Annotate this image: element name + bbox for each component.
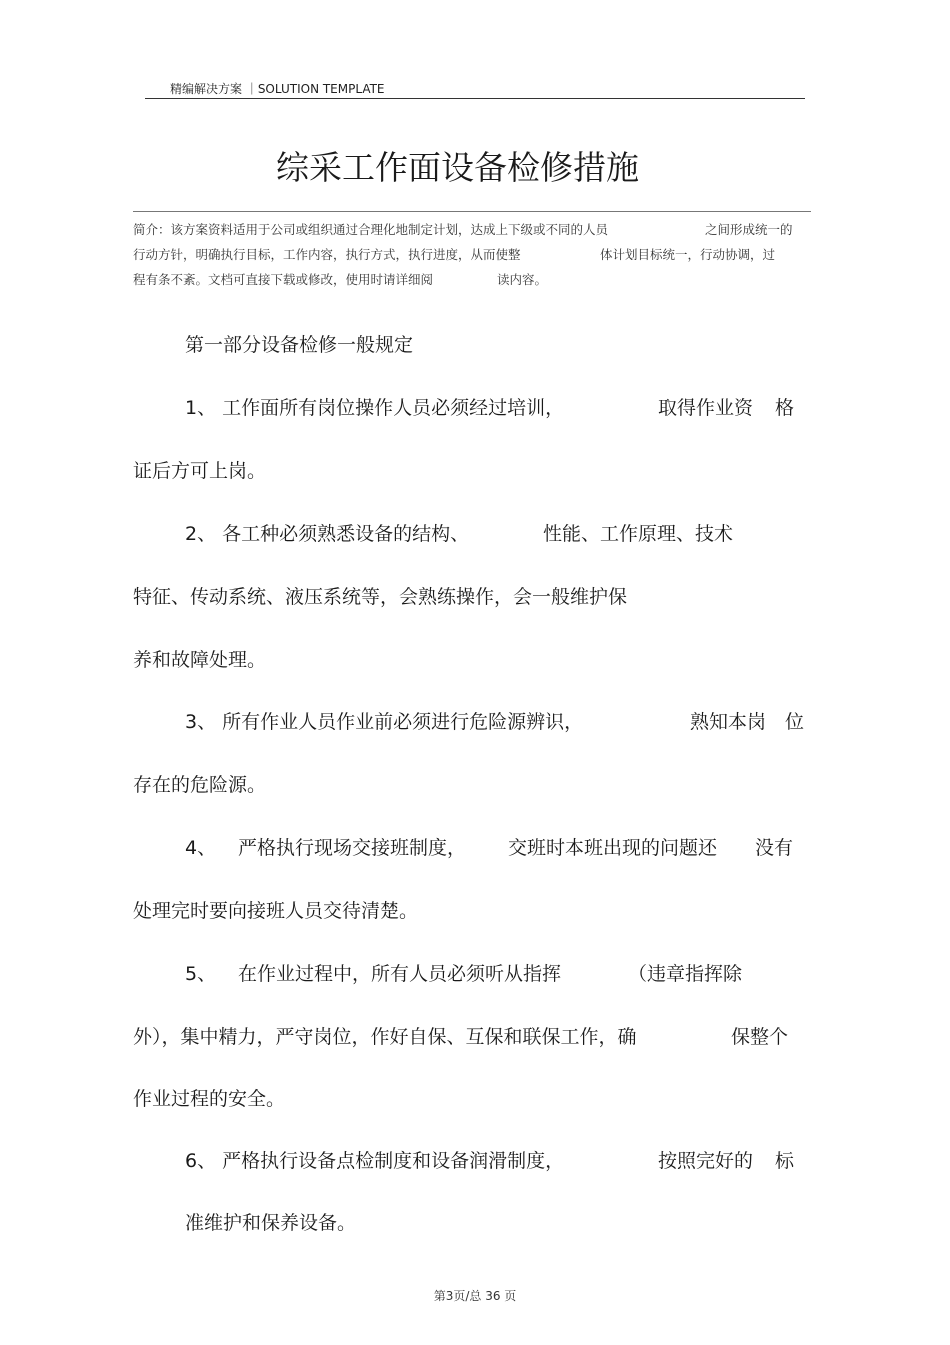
paragraph-line: 外），集中精力，严守岗位，作好自保、互保和联保工作，确 (133, 1026, 637, 1048)
paragraph-line: 存在的危险源。 (133, 774, 267, 796)
paragraph-line: 准维护和保养设备。 (185, 1212, 357, 1234)
paragraph-line: 证后方可上岗。 (133, 460, 267, 482)
paragraph-line: 位 (785, 711, 805, 733)
paragraph-line: 作业过程的安全。 (133, 1088, 286, 1110)
page-number: 第3页/总 36 页 (433, 1289, 517, 1303)
paragraph-line: 处理完时要向接班人员交待清楚。 (133, 900, 419, 922)
paragraph-line: 严格执行现场交接班制度， (238, 837, 467, 859)
paragraph-line: 标 (775, 1150, 795, 1172)
paragraph-line: 养和故障处理。 (133, 649, 267, 671)
intro-line: 简介：该方案资料适用于公司或组织通过合理化地制定计划，达成上下级或不同的人员 (133, 222, 609, 237)
paragraph-line: 保整个 (731, 1026, 789, 1048)
intro-line: 之间形成统一的 (705, 222, 793, 237)
header-divider (145, 98, 805, 99)
paragraph-line: 3、 所有作业人员作业前必须进行危险源辨识， (185, 711, 584, 733)
document-title: 综采工作面设备检修措施 (276, 148, 639, 187)
intro-line: 读内容。 (497, 272, 548, 287)
intro-line: 体计划目标统一，行动协调，过 (600, 247, 776, 262)
page-header: 精编解决方案 ｜SOLUTION TEMPLATE (170, 82, 385, 96)
paragraph-line: 2、 各工种必须熟悉设备的结构、 (185, 523, 470, 545)
paragraph-line: 4、 (185, 837, 217, 859)
title-divider (133, 211, 811, 212)
paragraph-line: 按照完好的 (658, 1150, 754, 1172)
paragraph-line: 熟知本岗 (690, 711, 767, 733)
paragraph-line: 在作业过程中，所有人员必须听从指挥 (238, 963, 562, 985)
paragraph-line: 性能、工作原理、技术 (543, 523, 734, 545)
paragraph-line: （违章指挥除 (628, 963, 743, 985)
intro-line: 行动方针，明确执行目标，工作内容，执行方式，执行进度，从而使整 (133, 247, 521, 262)
paragraph-line: 没有 (755, 837, 794, 859)
paragraph-line: 格 (775, 397, 795, 419)
paragraph-line: 6、 严格执行设备点检制度和设备润滑制度， (185, 1150, 565, 1172)
paragraph-line: 5、 (185, 963, 217, 985)
intro-line: 程有条不紊。文档可直接下载或修改，使用时请详细阅 (133, 272, 434, 287)
section-heading: 第一部分设备检修一般规定 (185, 334, 414, 356)
paragraph-line: 1、 工作面所有岗位操作人员必须经过培训， (185, 397, 565, 419)
paragraph-line: 特征、传动系统、液压系统等，会熟练操作，会一般维护保 (133, 586, 628, 608)
paragraph-line: 取得作业资 (658, 397, 754, 419)
paragraph-line: 交班时本班出现的问题还 (508, 837, 718, 859)
